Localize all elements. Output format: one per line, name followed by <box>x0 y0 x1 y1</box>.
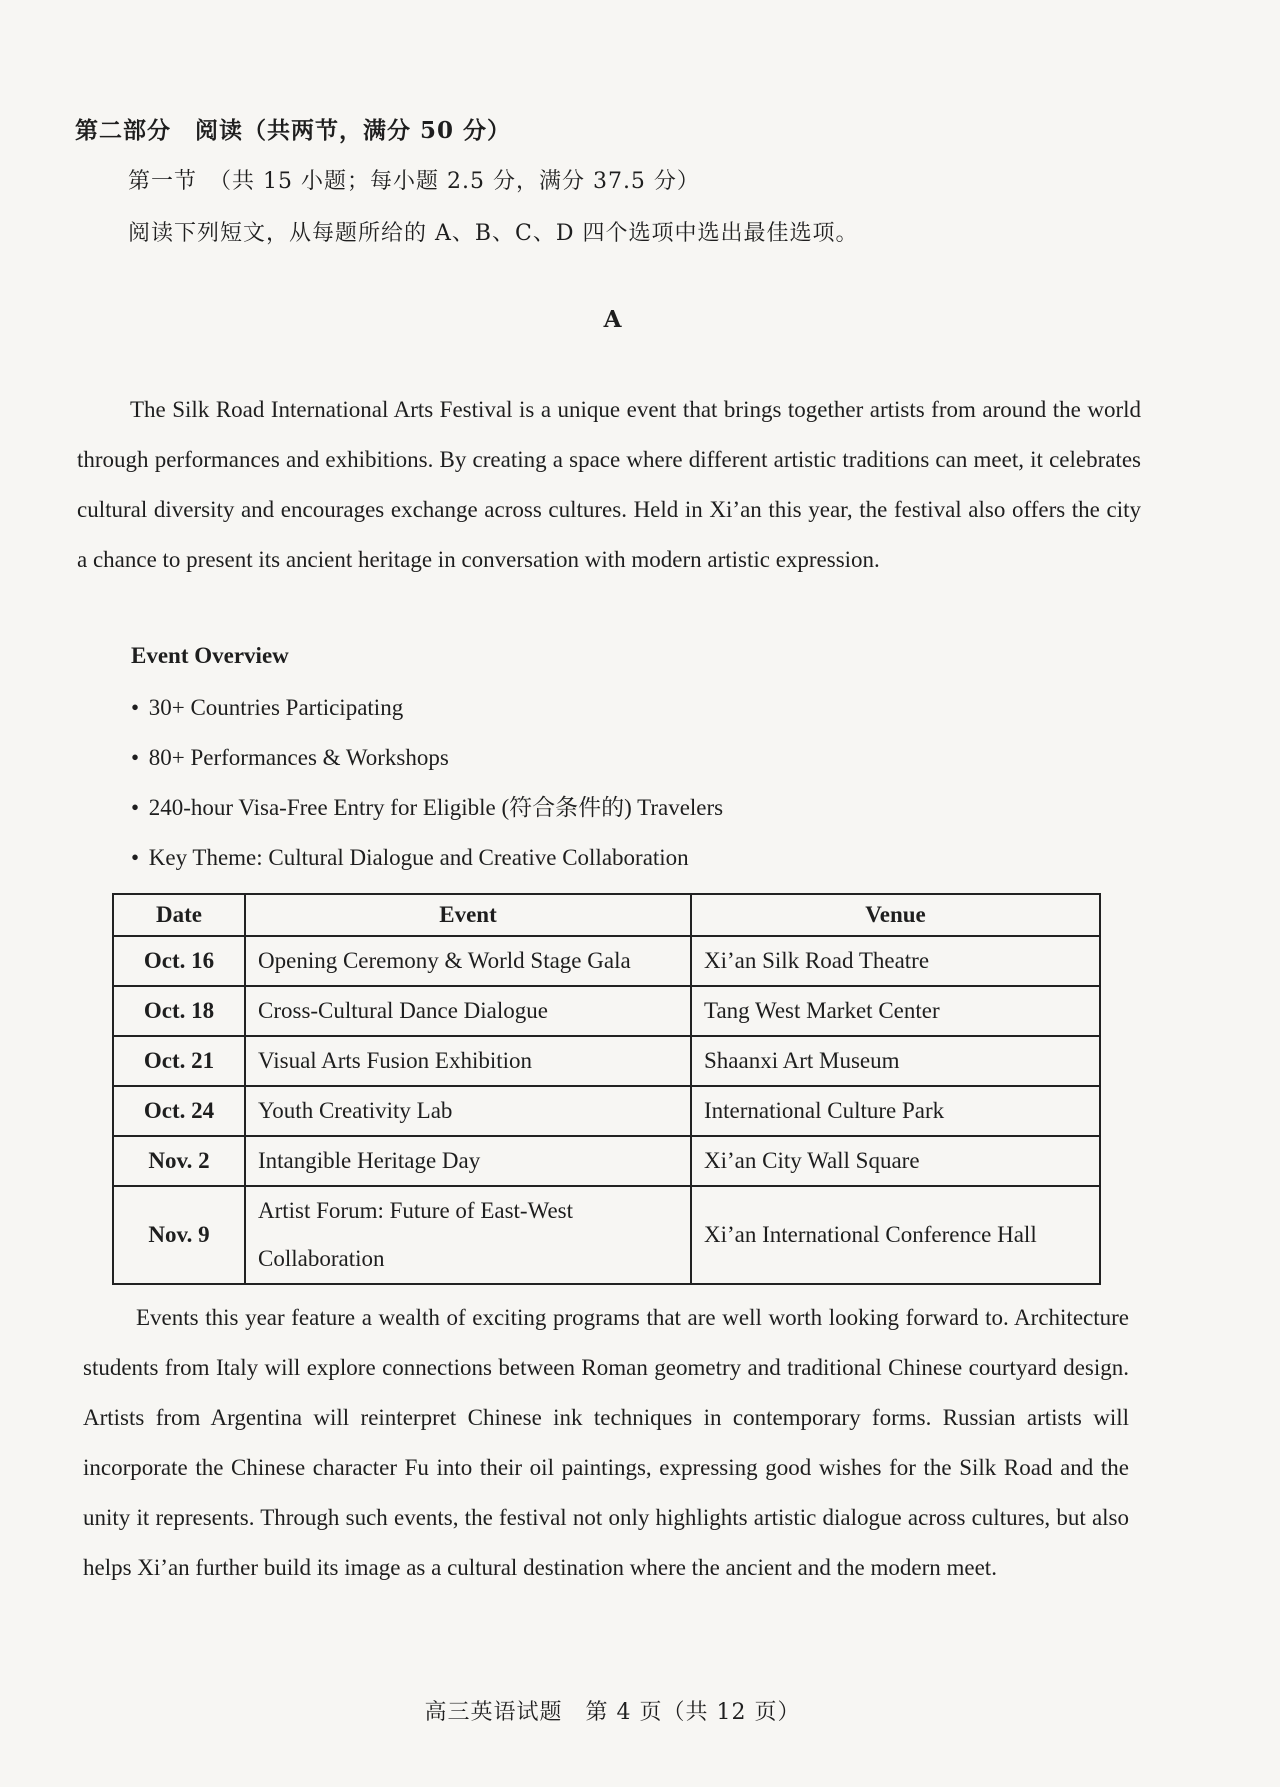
cell-venue: Xi’an International Conference Hall <box>691 1186 1100 1284</box>
list-item: • 30+ Countries Participating <box>131 690 723 740</box>
header-event: Event <box>245 894 691 936</box>
cell-date: Oct. 18 <box>113 986 245 1036</box>
bullet-icon: • <box>131 745 140 770</box>
events-table <box>112 893 1101 1285</box>
cell-event: Youth Creativity Lab <box>245 1086 691 1136</box>
passage-paragraph-2: Events this year feature a wealth of exciting programs that are well worth looking forward to. Architecture students from Italy will explore connections between Roman geometry and traditional Chinese courtyard design. Artists from Argentina will reinterpret Chinese ink techniques in contemporary forms. Russian artists will incorporate the Chinese character Fu into their oil paintings, expressing good wishes for the Silk Road and the unity it represents. Through such events, the festival not only highlights artistic dialogue across cultures, but also helps Xi’an further build its image as a cultural destination where the ancient and the modern meet. <box>83 1305 1129 1580</box>
cell-event: Visual Arts Fusion Exhibition <box>245 1036 691 1086</box>
cell-event: Artist Forum: Future of East-West Collaboration <box>245 1186 691 1284</box>
passage-letter: A <box>603 306 622 333</box>
table-row <box>113 936 1100 986</box>
table-row <box>113 1186 1100 1284</box>
table-row <box>113 986 1100 1036</box>
list-item: • Key Theme: Cultural Dialogue and Creative Collaboration <box>131 840 723 890</box>
bullet-icon: • <box>131 845 140 870</box>
header-date: Date <box>113 894 245 936</box>
table-row <box>113 1086 1100 1136</box>
passage-paragraph-1: The Silk Road International Arts Festival is a unique event that brings together artists from around the world through performances and exhibitions. By creating a space where different artistic traditions can meet, it celebrates cultural diversity and encourages exchange across cultures. Held in Xi’an this year, the festival also offers the city a chance to present its ancient heritage in conversation with modern artistic expression. <box>77 397 1141 572</box>
cell-date: Oct. 24 <box>113 1086 245 1136</box>
cell-date: Nov. 9 <box>113 1186 245 1284</box>
overview-title: Event Overview <box>131 643 289 668</box>
overview-list <box>131 690 723 890</box>
table-row <box>113 1036 1100 1086</box>
cell-date: Oct. 21 <box>113 1036 245 1086</box>
cell-date: Oct. 16 <box>113 936 245 986</box>
cell-date: Nov. 2 <box>113 1136 245 1186</box>
list-item: • 240-hour Visa-Free Entry for Eligible (符合条件的) Travelers <box>131 790 723 840</box>
cell-venue: Shaanxi Art Museum <box>691 1036 1100 1086</box>
page-footer: 高三英语试题 第 4 页（共 12 页） <box>424 1700 801 1725</box>
cell-event: Opening Ceremony & World Stage Gala <box>245 936 691 986</box>
bullet-icon: • <box>131 695 140 720</box>
table-header-row <box>113 894 1100 936</box>
cell-venue: Xi’an Silk Road Theatre <box>691 936 1100 986</box>
cell-venue: Xi’an City Wall Square <box>691 1136 1100 1186</box>
cell-event: Intangible Heritage Day <box>245 1136 691 1186</box>
cell-event: Cross-Cultural Dance Dialogue <box>245 986 691 1036</box>
bullet-icon: • <box>131 795 140 820</box>
instructions: 阅读下列短文，从每题所给的 A、B、C、D 四个选项中选出最佳选项。 <box>128 221 859 246</box>
cell-venue: International Culture Park <box>691 1086 1100 1136</box>
list-item: • 80+ Performances & Workshops <box>131 740 723 790</box>
part-title: 第二部分 阅读（共两节，满分 50 分） <box>75 117 512 144</box>
cell-venue: Tang West Market Center <box>691 986 1100 1036</box>
header-venue: Venue <box>691 894 1100 936</box>
table-row <box>113 1136 1100 1186</box>
section-title: 第一节 （共 15 小题；每小题 2.5 分，满分 37.5 分） <box>128 169 700 194</box>
